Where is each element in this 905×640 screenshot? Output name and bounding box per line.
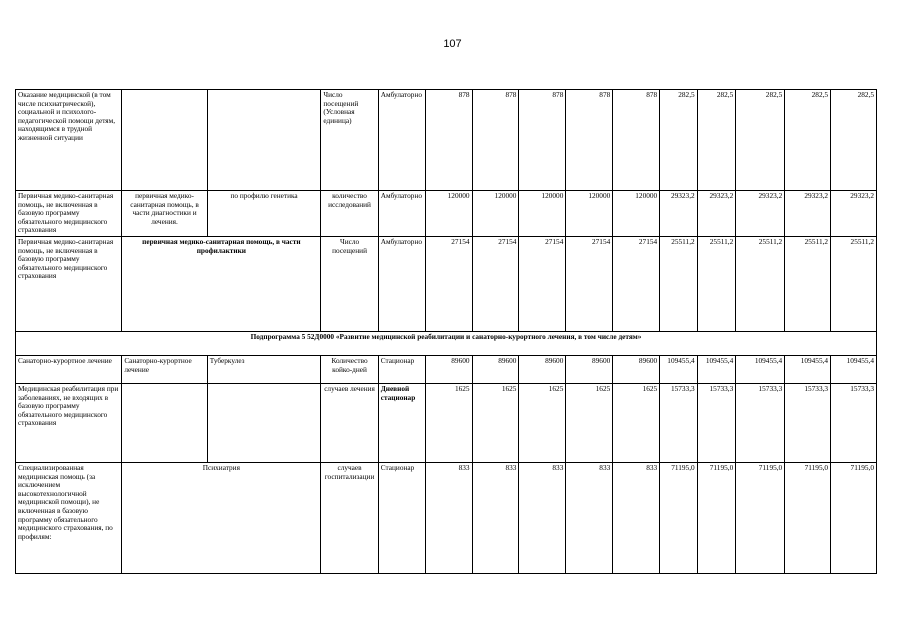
value-cell: 878 (472, 90, 519, 191)
value-cell: 833 (425, 462, 472, 573)
value-cell: 27154 (566, 236, 613, 331)
value-cell: 109455,4 (736, 355, 785, 383)
value-cell: 878 (613, 90, 660, 191)
value-cell: 1625 (566, 383, 613, 462)
value-cell: 120000 (519, 191, 566, 237)
value-cell: 1625 (425, 383, 472, 462)
subprogram-heading: Подпрограмма 5 52Д0000 «Развитие медицинской реабилитации и санаторно-курортного лечения, в том числе детям» (16, 331, 877, 355)
value-cell: 27154 (472, 236, 519, 331)
value-cell: 29323,2 (660, 191, 698, 237)
care-type-cell (122, 90, 207, 191)
value-cell: 282,5 (660, 90, 698, 191)
value-cell: 89600 (472, 355, 519, 383)
value-cell: 89600 (425, 355, 472, 383)
services-table (15, 89, 877, 574)
value-cell: 27154 (425, 236, 472, 331)
value-cell: 71195,0 (660, 462, 698, 573)
table-row (16, 236, 877, 331)
condition-cell: Стационар (378, 355, 425, 383)
value-cell: 833 (566, 462, 613, 573)
service-name-cell: Санаторно-курортное лечение (16, 355, 122, 383)
value-cell: 120000 (425, 191, 472, 237)
value-cell: 15733,3 (660, 383, 698, 462)
service-name-cell: Первичная медико-санитарная помощь, не включенная в базовую программу обязательного медицинского страхования (16, 191, 122, 237)
value-cell: 120000 (613, 191, 660, 237)
value-cell: 25511,2 (785, 236, 831, 331)
value-cell: 25511,2 (831, 236, 877, 331)
table-row (16, 355, 877, 383)
table-row (16, 191, 877, 237)
value-cell: 25511,2 (736, 236, 785, 331)
value-cell: 833 (472, 462, 519, 573)
value-cell: 15733,3 (831, 383, 877, 462)
value-cell: 833 (519, 462, 566, 573)
condition-cell: Амбулаторно (378, 90, 425, 191)
value-cell: 29323,2 (736, 191, 785, 237)
unit-cell: Количество койко-дней (321, 355, 378, 383)
service-name-cell: Оказание медицинской (в том числе психиатрической), социальной и психолого-педагогической помощи детям, находящимся в трудной жизненной ситуации (16, 90, 122, 191)
profile-cell (207, 383, 321, 462)
condition-cell: Амбулаторно (378, 191, 425, 237)
value-cell: 29323,2 (785, 191, 831, 237)
value-cell: 89600 (566, 355, 613, 383)
value-cell: 89600 (613, 355, 660, 383)
value-cell: 25511,2 (660, 236, 698, 331)
value-cell: 1625 (519, 383, 566, 462)
value-cell: 109455,4 (785, 355, 831, 383)
service-name-cell: Медицинская реабилитация при заболеваниях, не входящих в базовую программу обязательного медицинского страхования (16, 383, 122, 462)
profile-cell: по профилю генетика (207, 191, 321, 237)
value-cell: 833 (613, 462, 660, 573)
value-cell: 27154 (613, 236, 660, 331)
condition-cell: Амбулаторно (378, 236, 425, 331)
value-cell: 15733,3 (736, 383, 785, 462)
value-cell: 15733,3 (697, 383, 736, 462)
table-row (16, 462, 877, 573)
service-name-cell: Первичная медико-санитарная помощь, не включенная в базовую программу обязательного медицинского страхования (16, 236, 122, 331)
condition-cell: Дневной стационар (378, 383, 425, 462)
value-cell: 15733,3 (785, 383, 831, 462)
value-cell: 109455,4 (697, 355, 736, 383)
value-cell: 282,5 (736, 90, 785, 191)
value-cell: 71195,0 (831, 462, 877, 573)
value-cell: 282,5 (785, 90, 831, 191)
value-cell: 71195,0 (697, 462, 736, 573)
unit-cell: количество исследований (321, 191, 378, 237)
value-cell: 29323,2 (697, 191, 736, 237)
table-row (16, 90, 877, 191)
section-header-row (16, 331, 877, 355)
value-cell: 71195,0 (736, 462, 785, 573)
care-type-cell (122, 383, 207, 462)
value-cell: 878 (425, 90, 472, 191)
unit-cell: случаев лечения (321, 383, 378, 462)
value-cell: 27154 (519, 236, 566, 331)
care-type-cell: первичная медико-санитарная помощь, в части диагностики и лечения. (122, 191, 207, 237)
care-type-cell: Санаторно-курортное лечение (122, 355, 207, 383)
table-row (16, 383, 877, 462)
care-type-profile-cell: первичная медико-санитарная помощь, в части профилактики (122, 236, 321, 331)
value-cell: 109455,4 (660, 355, 698, 383)
value-cell: 878 (519, 90, 566, 191)
unit-cell: Число посещений (Условная единица) (321, 90, 378, 191)
unit-cell: Число посещений (321, 236, 378, 331)
unit-cell: случаев госпитализации (321, 462, 378, 573)
value-cell: 282,5 (831, 90, 877, 191)
care-type-profile-cell: Психиатрия (122, 462, 321, 573)
value-cell: 25511,2 (697, 236, 736, 331)
value-cell: 120000 (566, 191, 613, 237)
value-cell: 109455,4 (831, 355, 877, 383)
service-name-cell: Специализированная медицинская помощь (за исключением высокотехнологичной медицинской помощи), не включенная в базовую программу обязательного медицинского страхования, по профилям: (16, 462, 122, 573)
value-cell: 29323,2 (831, 191, 877, 237)
condition-cell: Стационар (378, 462, 425, 573)
value-cell: 878 (566, 90, 613, 191)
page-number: 107 (443, 38, 462, 50)
value-cell: 1625 (472, 383, 519, 462)
value-cell: 1625 (613, 383, 660, 462)
value-cell: 120000 (472, 191, 519, 237)
profile-cell (207, 90, 321, 191)
profile-cell: Туберкулез (207, 355, 321, 383)
value-cell: 282,5 (697, 90, 736, 191)
value-cell: 89600 (519, 355, 566, 383)
value-cell: 71195,0 (785, 462, 831, 573)
